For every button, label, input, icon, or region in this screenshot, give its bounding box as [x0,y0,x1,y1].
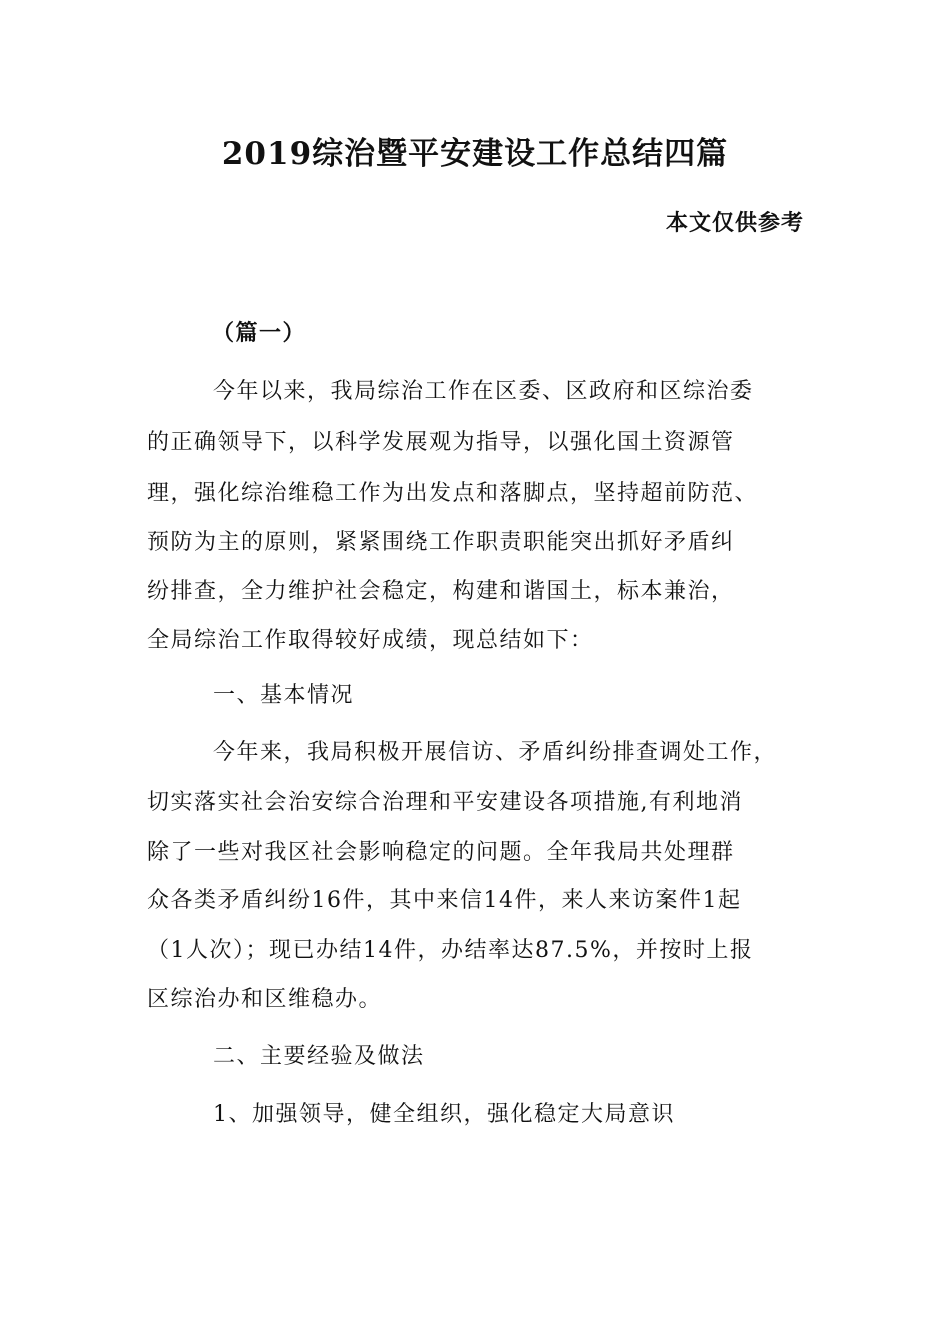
paragraph-line: 今年来，我局积极开展信访、矛盾纠纷排查调处工作， [213,740,778,765]
document-title: 2019综治暨平安建设工作总结四篇 [221,136,729,172]
paragraph-line: 全局综治工作取得较好成绩，现总结如下： [147,628,594,653]
paragraph-line: 预防为主的原则，紧紧围绕工作职责职能突出抓好矛盾纠 [147,530,735,555]
paragraph-line: 纷排查，全力维护社会稳定，构建和谐国土，标本兼治， [147,579,735,604]
section-heading: 一、基本情况 [213,683,355,708]
section-heading: 二、主要经验及做法 [213,1044,425,1069]
paragraph-line: 除了一些对我区社会影响稳定的问题。全年我局共处理群 [147,840,735,865]
paragraph-line: 切实落实社会治安综合治理和平安建设各项措施,有利地消 [147,790,743,815]
section-label: （篇一） [212,320,307,346]
paragraph-line: 区综治办和区维稳办。 [147,987,383,1012]
subsection-heading: 1、加强领导，健全组织，强化稳定大局意识 [213,1102,675,1127]
paragraph-line: 理，强化综治维稳工作为出发点和落脚点，坚持超前防范、 [147,481,759,506]
paragraph-line: 今年以来，我局综治工作在区委、区政府和区综治委 [213,379,754,404]
reference-note: 本文仅供参考 [665,210,804,236]
paragraph-line: （1人次）；现已办结14件，办结率达87.5%，并按时上报 [147,938,754,963]
paragraph-line: 的正确领导下，以科学发展观为指导，以强化国土资源管 [147,430,735,455]
paragraph-line: 众各类矛盾纠纷16件，其中来信14件，来人来访案件1起 [147,888,742,913]
